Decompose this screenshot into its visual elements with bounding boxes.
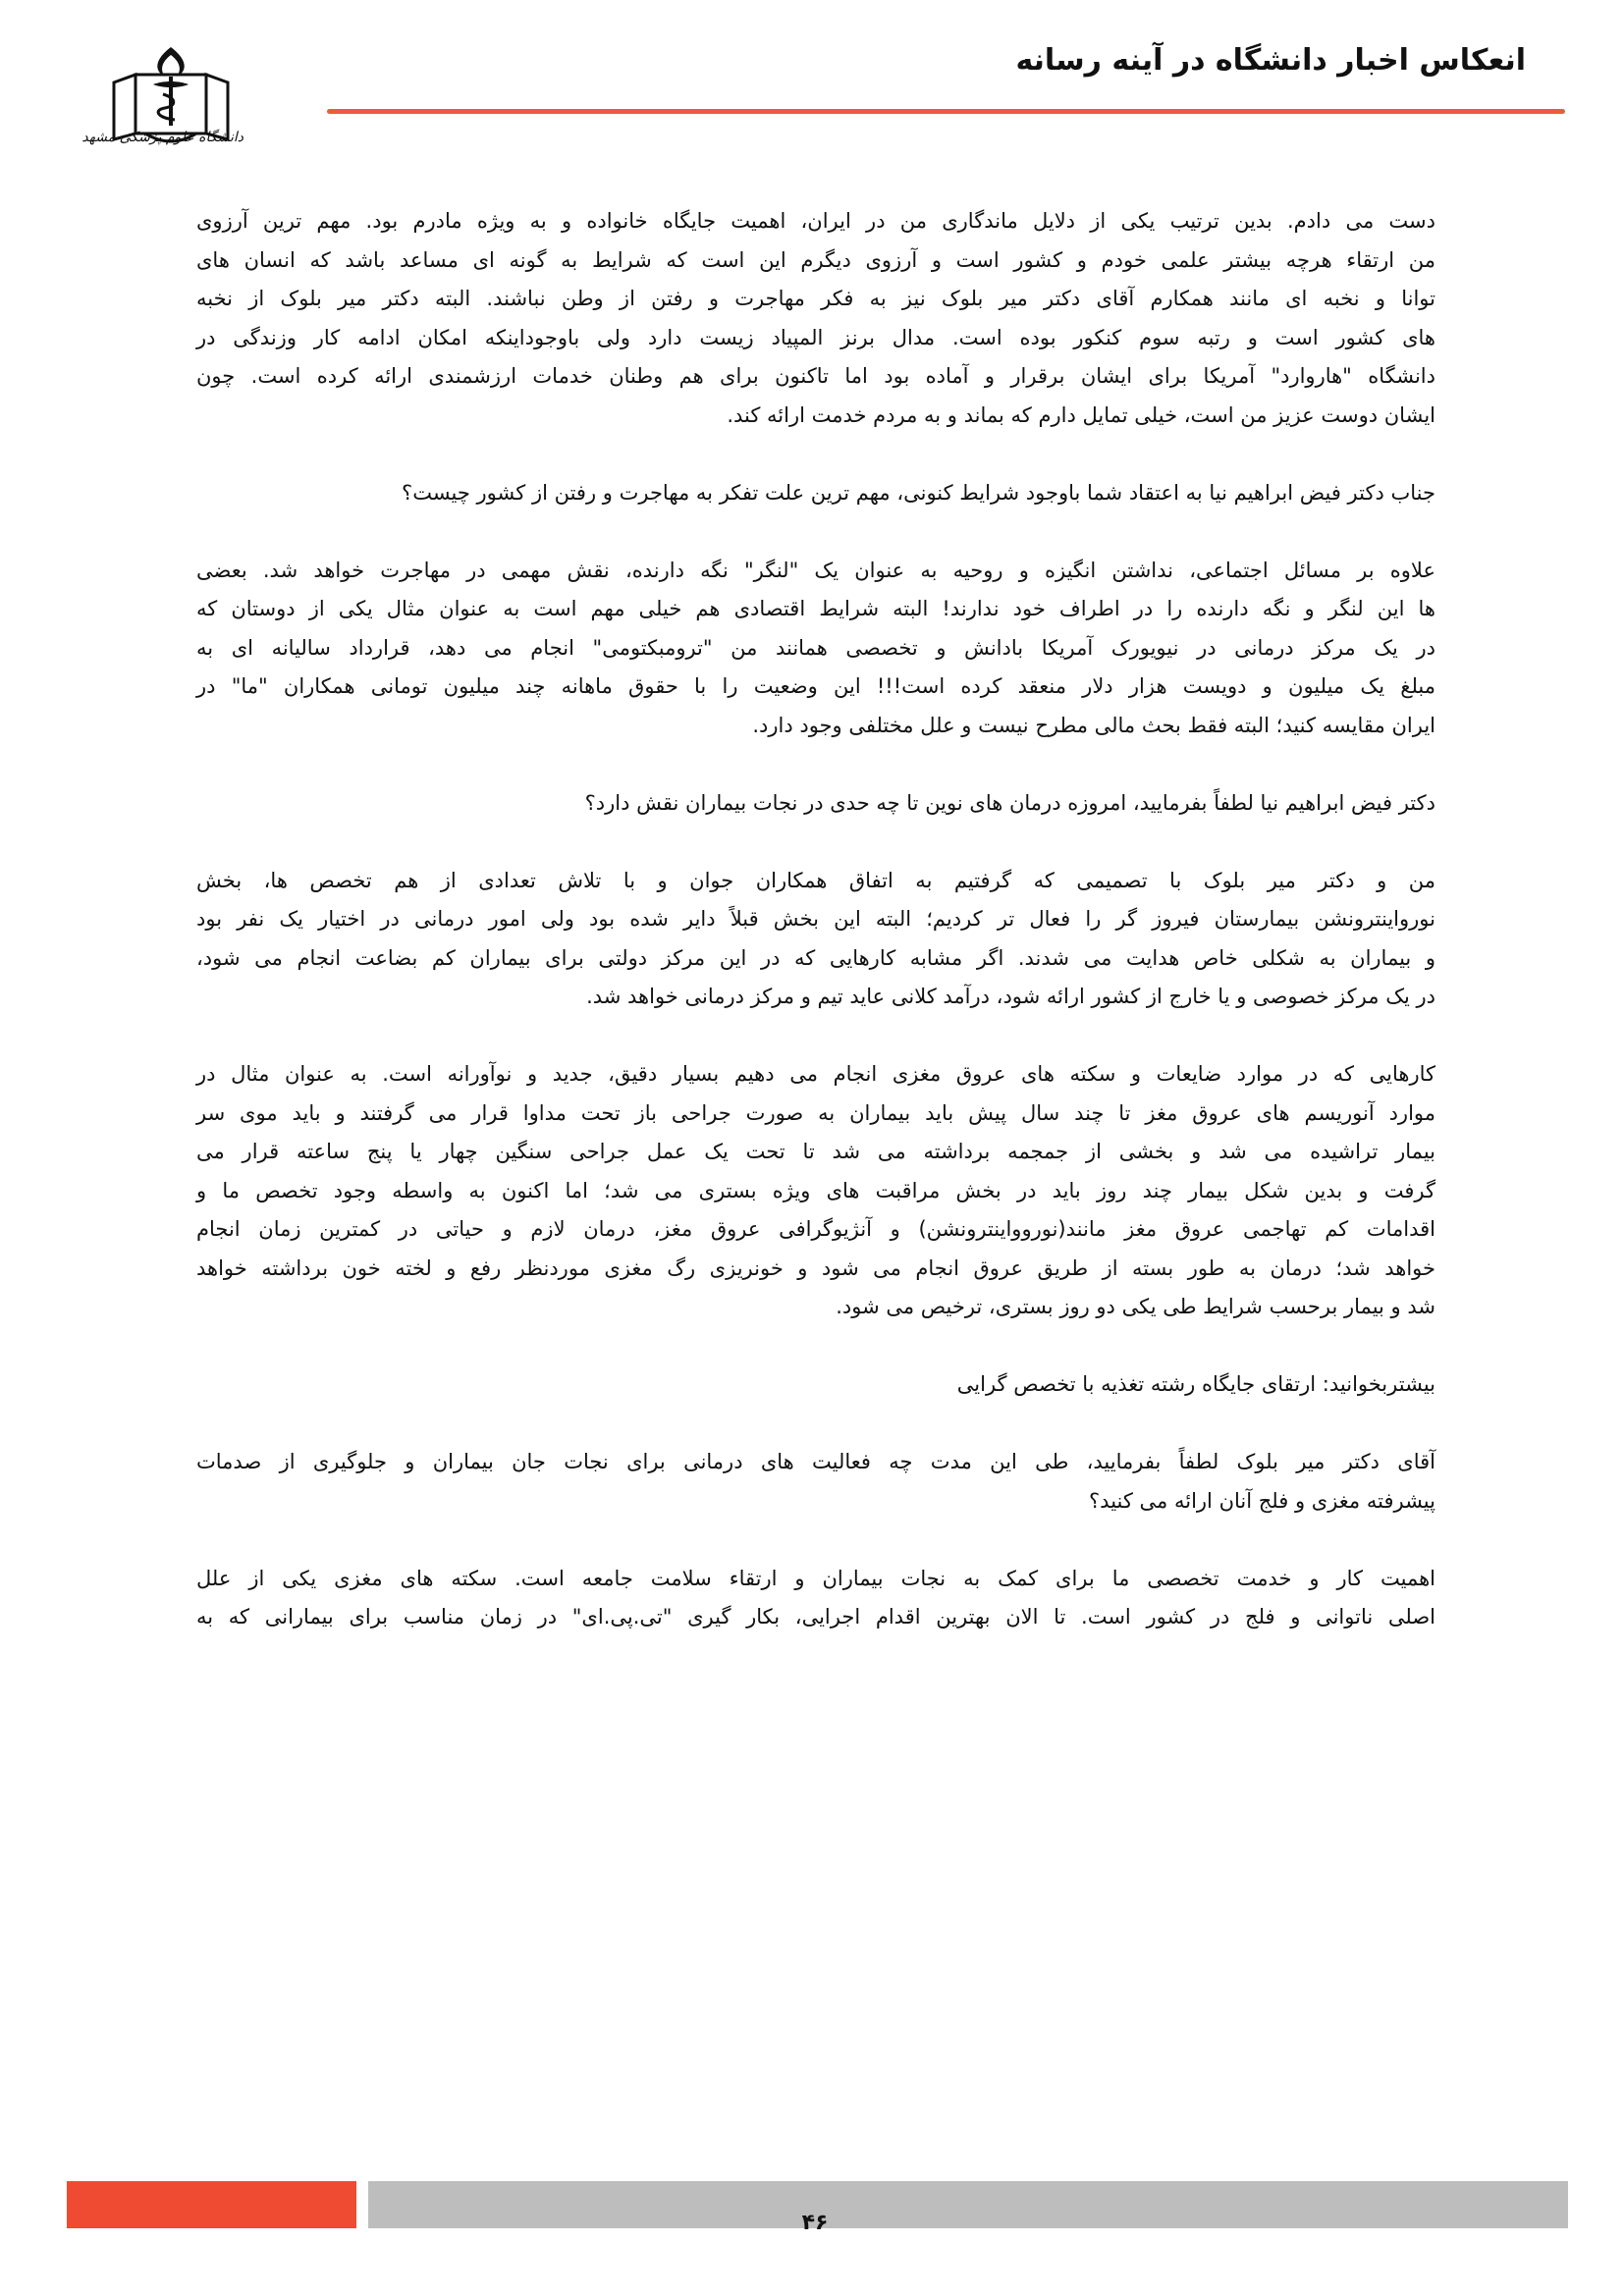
read-more-line — [196, 1365, 1435, 1405]
text-line: مبلغ یک میلیون و دویست هزار دلار منعقد کرده است!!! این وضعیت را با حقوق ماهانه چند میلیون تومانی همکاران "ما" در — [196, 674, 1435, 698]
logo-caption: دانشگاه علوم پزشکی مشهد — [81, 130, 244, 145]
paragraph — [196, 1560, 1435, 1637]
header-divider — [327, 109, 1565, 114]
paragraph — [196, 1055, 1435, 1327]
text-line: دست می دادم. بدین ترتیب یکی از دلایل ماندگاری من در ایران، اهمیت جایگاه خانواده و به ویژه مادرم بود. مهم ترین آرزوی — [196, 209, 1435, 233]
text-line: من ارتقاء هرچه بیشتر علمی خودم و کشور است و آرزوی دیگرم این است که شرایط به گونه ای مساعد باشد که انسان های — [196, 247, 1435, 272]
text-line: ایشان دوست عزیز من است، خیلی تمایل دارم که بماند و به مردم خدمت ارائه کند. — [727, 402, 1435, 427]
text-line: اقدامات کم تهاجمی عروق مغز مانند(نوروواینترونشن) و آنژیوگرافی عروق مغز، درمان لازم و حیاتی در کمترین زمان انجام — [196, 1217, 1435, 1241]
interview-question — [196, 784, 1435, 824]
text-line: ها این لنگر و نگه دارنده را در اطراف خود ندارند! البته شرایط اقتصادی هم خیلی مهم است به عنوان مثال یکی از دوستان که — [196, 597, 1435, 620]
article-body — [196, 202, 1435, 1637]
paragraph — [196, 202, 1435, 435]
text-line: من و دکتر میر بلوک با تصمیمی که گرفتیم به اتفاق همکاران جوان و با تلاش تعدادی از هم تخصص ها، بخش — [196, 868, 1435, 892]
text-line: در یک مرکز خصوصی و یا خارج از کشور ارائه شود، درآمد کلانی عاید تیم و مرکز درمانی خواهد شد. — [586, 985, 1435, 1008]
interview-question — [196, 474, 1435, 513]
text-line: ایران مقایسه کنید؛ البته فقط بحث مالی مطرح نیست و علل مختلفی وجود دارد. — [752, 713, 1435, 737]
text-line: جناب دکتر فیض ابراهیم نیا به اعتقاد شما باوجود شرایط کنونی، مهم ترین علت تفکر به مهاجرت و رفتن از کشور چیست؟ — [402, 480, 1435, 505]
paragraph — [196, 862, 1435, 1017]
text-line: خواهد شد؛ درمان به طور بسته از طریق عروق انجام می شود و خونریزی رگ مغزی موردنظر رفع و لخته خون برداشته خواهد — [196, 1255, 1435, 1280]
text-line: اصلی ناتوانی و فلج در کشور است. تا الان بهترین اقدام اجرایی، بکار گیری "تی.پی.ای" در زمان مناسب برای بیمارانی که به — [196, 1605, 1435, 1629]
text-line: و بیماران به شکلی خاص هدایت می شدند. اگر مشابه کارهایی که در این مرکز دولتی برای بیماران کم بضاعت انجام می شود، — [196, 945, 1435, 970]
text-line: کارهایی که در موارد ضایعات و سکته های عروق مغزی انجام می دهیم بسیار دقیق، جدید و نوآورانه است. به عنوان مثال در — [196, 1062, 1435, 1086]
text-line: بیشتربخوانید: ارتقای جایگاه رشته تغذیه با تخصص گرایی — [956, 1372, 1435, 1396]
footer-accent-bar — [67, 2181, 356, 2228]
text-line: موارد آنوریسم های عروق مغز تا چند سال پیش باید بیماران به صورت جراحی باز تحت مداوا قرار می گرفتند و باید موی سر — [196, 1100, 1435, 1125]
paragraph — [196, 552, 1435, 746]
page-number: ۴۶ — [801, 2211, 829, 2235]
footer-bar — [368, 2181, 1568, 2228]
text-line: اهمیت کار و خدمت تخصصی ما برای کمک به نجات بیماران و ارتقاء سلامت جامعه است. سکته های مغزی یکی از علل — [196, 1566, 1435, 1590]
text-line: علاوه بر مسائل اجتماعی، نداشتن انگیزه و روحیه به عنوان یک "لنگر" نگه دارنده، نقش مهمی در مهاجرت خواهد شد. بعضی — [196, 558, 1435, 582]
text-line: پیشرفته مغزی و فلج آنان ارائه می کنید؟ — [1089, 1488, 1435, 1513]
interview-question — [196, 1443, 1435, 1521]
text-line: آقای دکتر میر بلوک لطفاً بفرمایید، طی این مدت چه فعالیت های درمانی برای نجات جان بیماران و جلوگیری از صدمات — [196, 1450, 1435, 1473]
text-line: توانا و نخبه ای مانند همکارم آقای دکتر میر بلوک نیز به فکر مهاجرت و رفتن از وطن نباشند. البته دکتر میر بلوک از نخبه — [196, 287, 1435, 310]
text-line: های کشور است و رتبه سوم کنکور بوده است. مدال برنز المپیاد زیست دارد ولی باوجوداینکه امکان ادامه کار وزندگی در — [196, 325, 1435, 349]
text-line: نورواینترونشن بیمارستان فیروز گر را فعال تر کردیم؛ البته این بخش قبلاً دایر شده بود ولی امور درمانی در اختیار یک نفر بود — [196, 907, 1435, 931]
text-line: گرفت و بدین شکل بیمار چند روز باید در بخش مراقبت های ویژه بستری می شد؛ اما اکنون به واسطه وجود تخصص ما و — [196, 1178, 1435, 1202]
text-line: در یک مرکز درمانی در نیویورک آمریکا بادانش و تخصصی همانند من "ترومبکتومی" انجام می دهد، قرارداد سالیانه ای به — [196, 635, 1435, 660]
text-line: دکتر فیض ابراهیم نیا لطفاً بفرمایید، امروزه درمان های نوین تا چه حدی در نجات بیماران نقش دارد؟ — [584, 790, 1435, 815]
text-line: بیمار تراشیده می شد و بخشی از جمجمه برداشته می شد تا تحت یک عمل جراحی سنگین چهار یا پنج ساعته قرار می — [196, 1140, 1435, 1163]
text-line: شد و بیمار برحسب شرایط طی یکی دو روز بستری، ترخیص می شود. — [836, 1295, 1435, 1318]
page-header-title: انعکاس اخبار دانشگاه در آینه رسانه — [1015, 43, 1526, 78]
text-line: دانشگاه "هاروارد" آمریکا برای ایشان برقرار و آماده بود اما تاکنون برای هم وطنان خدمات ارزشمندی ارائه کرده است. چون — [196, 364, 1435, 388]
